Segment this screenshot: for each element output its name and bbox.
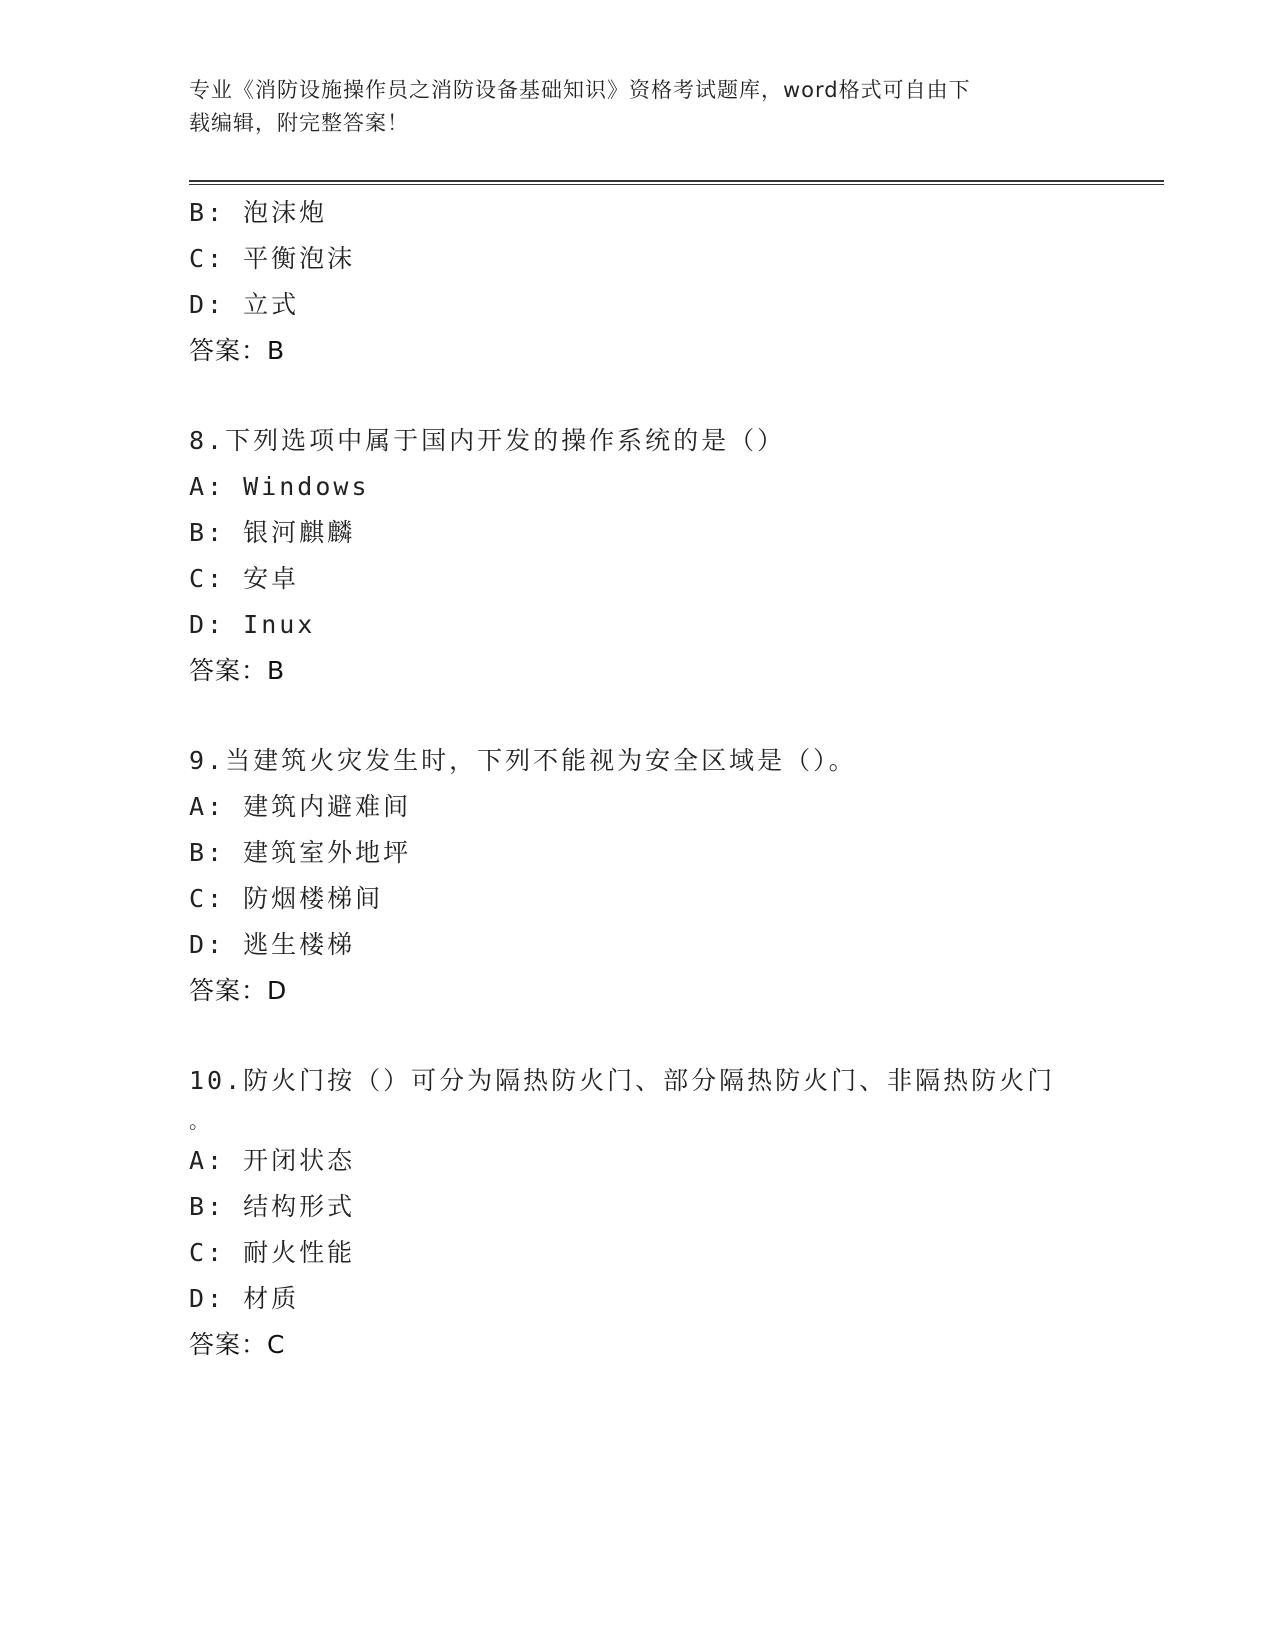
answer: 答案：C xyxy=(189,1330,286,1359)
question-10 xyxy=(189,1058,1109,1368)
option-b: B: 银河麒麟 xyxy=(189,518,356,547)
question-stem: 8.下列选项中属于国内开发的操作系统的是（） xyxy=(189,426,786,455)
option-c: C: 平衡泡沫 xyxy=(189,244,356,273)
question-stem: 10.防火门按（）可分为隔热防火门、部分隔热防火门、非隔热防火门 xyxy=(189,1066,1056,1095)
page-header xyxy=(189,74,1089,140)
option-d: D: 立式 xyxy=(189,290,300,319)
option-b: B: 泡沫炮 xyxy=(189,198,328,227)
option-a: A: 开闭状态 xyxy=(189,1146,356,1175)
option-c: C: 安卓 xyxy=(189,564,300,593)
header-rule-bottom xyxy=(189,184,1164,185)
option-d: D: 材质 xyxy=(189,1284,300,1313)
answer: 答案：B xyxy=(189,656,286,685)
answer: 答案：B xyxy=(189,336,286,365)
header-line-1: 专业《消防设施操作员之消防设备基础知识》资格考试题库，word格式可自由下 xyxy=(189,78,971,102)
option-c: C: 耐火性能 xyxy=(189,1238,356,1267)
option-b: B: 建筑室外地坪 xyxy=(189,838,412,867)
prev-question-tail xyxy=(189,190,1109,374)
question-9 xyxy=(189,738,1109,1014)
question-8 xyxy=(189,418,1109,694)
option-a: A: 建筑内避难间 xyxy=(189,792,412,821)
question-stem-continuation: 。 xyxy=(189,1109,209,1133)
option-b: B: 结构形式 xyxy=(189,1192,356,1221)
question-stem: 9.当建筑火灾发生时，下列不能视为安全区域是（）。 xyxy=(189,746,857,775)
question-list xyxy=(189,190,1109,1368)
option-d: D: Inux xyxy=(189,610,316,639)
header-line-2: 载编辑，附完整答案！ xyxy=(189,111,409,135)
option-a: A: Windows xyxy=(189,472,370,501)
answer: 答案：D xyxy=(189,976,288,1005)
option-d: D: 逃生楼梯 xyxy=(189,930,356,959)
option-c: C: 防烟楼梯间 xyxy=(189,884,384,913)
header-rule-top xyxy=(189,180,1164,182)
